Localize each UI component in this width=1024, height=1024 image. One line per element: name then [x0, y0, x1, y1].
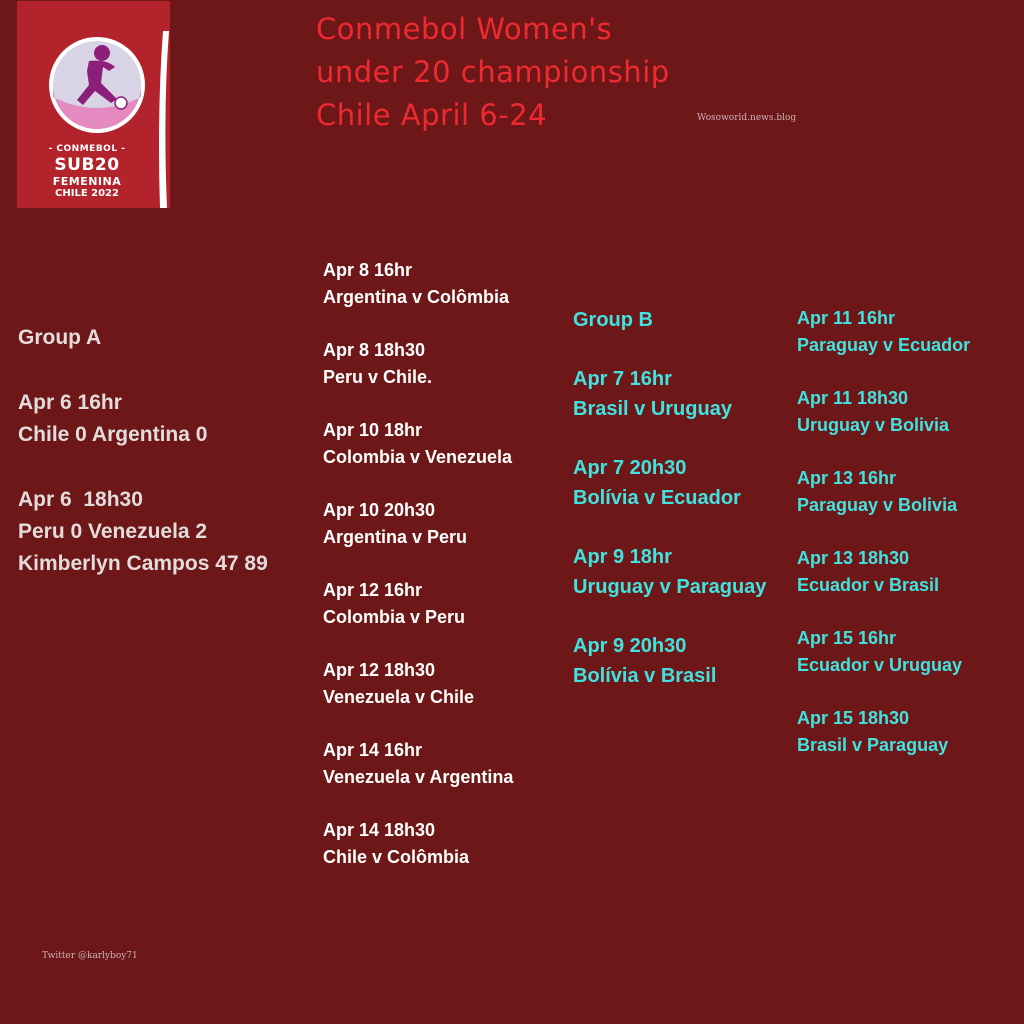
fixture-item	[323, 337, 513, 417]
fixture-date: Apr 11 18h30	[797, 388, 909, 408]
fixture-teams: Brasil v Paraguay	[797, 735, 949, 755]
group-a-heading: Group A	[18, 326, 102, 349]
fixture-teams: Uruguay v Bolivia	[797, 415, 950, 435]
fixture-date: Apr 11 16hr	[797, 308, 896, 328]
fixture-date: Apr 9 18hr	[573, 546, 672, 568]
fixture-item	[797, 385, 970, 465]
fixture-date: Apr 10 18hr	[323, 420, 423, 440]
fixture-date: Apr 14 18h30	[323, 820, 436, 840]
fixture-date: Apr 12 16hr	[323, 580, 423, 600]
group-a-results	[18, 322, 268, 580]
result-date: Apr 6 18h30	[18, 488, 143, 511]
fixture-item	[323, 817, 513, 897]
title-line-2: under 20 championship	[316, 55, 670, 89]
group-a-fixtures	[323, 257, 513, 897]
fixture-date: Apr 7 20h30	[573, 457, 687, 479]
result-score: Peru 0 Venezuela 2	[18, 520, 208, 543]
fixture-date: Apr 13 18h30	[797, 548, 910, 568]
fixture-date: Apr 13 16hr	[797, 468, 897, 488]
fixture-teams: Uruguay v Paraguay	[573, 576, 767, 598]
logo-femenina-text: FEMENINA	[52, 175, 122, 188]
result-score: Chile 0 Argentina 0	[18, 423, 208, 446]
fixture-item	[797, 625, 970, 705]
result-scorer: Kimberlyn Campos 47 89	[18, 552, 268, 575]
page-title	[316, 8, 736, 137]
fixture-teams: Paraguay v Ecuador	[797, 335, 971, 355]
fixture-teams: Bolívia v Brasil	[573, 665, 717, 687]
fixture-item	[573, 631, 766, 720]
fixture-teams: Venezuela v Argentina	[323, 767, 514, 787]
logo-conmebol-text: - CONMEBOL -	[48, 144, 126, 154]
title-line-1: Conmebol Women's	[316, 12, 613, 46]
fixture-item	[323, 577, 513, 657]
fixture-date: Apr 9 20h30	[573, 635, 687, 657]
fixture-date: Apr 8 16hr	[323, 260, 413, 280]
fixture-item	[323, 497, 513, 577]
fixture-date: Apr 8 18h30	[323, 340, 426, 360]
fixture-teams: Ecuador v Brasil	[797, 575, 940, 595]
group-b-fixtures-col1	[573, 305, 766, 720]
fixture-teams: Chile v Colômbia	[323, 847, 470, 867]
result-date: Apr 6 16hr	[18, 391, 122, 414]
fixture-item	[797, 705, 970, 785]
fixture-date: Apr 15 18h30	[797, 708, 910, 728]
fixture-item	[797, 305, 970, 385]
fixture-item	[797, 465, 970, 545]
fixture-teams: Venezuela v Chile	[323, 687, 475, 707]
logo-chile-text: CHILE 2022	[55, 188, 119, 199]
fixture-date: Apr 15 16hr	[797, 628, 897, 648]
group-b-heading: Group B	[573, 309, 653, 331]
fixture-item	[323, 417, 513, 497]
logo-sub20-text: SUB20	[54, 155, 120, 175]
tournament-logo	[17, 1, 170, 208]
watermark-text: Wosoworld.news.blog	[697, 113, 797, 123]
fixture-date: Apr 14 16hr	[323, 740, 423, 760]
fixture-item	[573, 364, 766, 453]
fixture-date: Apr 7 16hr	[573, 368, 672, 390]
group-b-fixtures-col2	[797, 305, 970, 785]
fixture-item	[323, 657, 513, 737]
fixture-item	[797, 545, 970, 625]
fixture-teams: Argentina v Peru	[323, 527, 468, 547]
fixture-teams: Colombia v Venezuela	[323, 447, 513, 467]
fixture-teams: Ecuador v Uruguay	[797, 655, 963, 675]
fixture-item	[573, 542, 766, 631]
fixture-teams: Peru v Chile.	[323, 367, 433, 387]
fixture-teams: Bolívia v Ecuador	[573, 487, 741, 509]
fixture-teams: Colombia v Peru	[323, 607, 466, 627]
fixture-item	[323, 257, 513, 337]
title-line-3: Chile April 6-24	[316, 98, 548, 132]
fixture-teams: Brasil v Uruguay	[573, 398, 732, 420]
fixture-teams: Argentina v Colômbia	[323, 287, 510, 307]
fixture-date: Apr 12 18h30	[323, 660, 436, 680]
fixture-item	[323, 737, 513, 817]
fixture-teams: Paraguay v Bolivia	[797, 495, 958, 515]
fixture-date: Apr 10 20h30	[323, 500, 436, 520]
fixture-item	[573, 453, 766, 542]
twitter-handle: Twitter @karlyboy71	[42, 951, 138, 961]
